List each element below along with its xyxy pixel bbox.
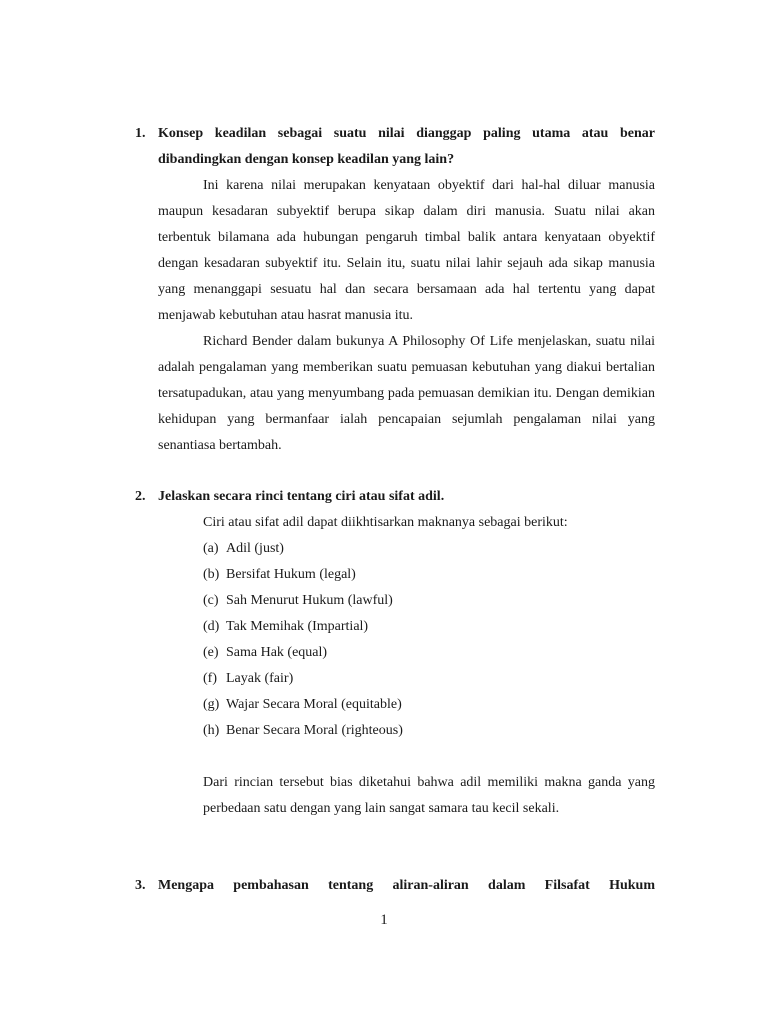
- question-1-number: 1.: [135, 126, 146, 141]
- list-item-label: (g): [203, 697, 220, 712]
- question-1-paragraph-2: Richard Bender dalam bukunya A Philosophy Of Life menjelaskan, suatu nilai adalah pengalaman yang memberikan suatu pemuasan kebutuhan yang diakui bertalian tersatupadukan, atau yang menyumbang pada pemuasan demikian itu. Dengan demikian kehidupan yang bermanfaar ialah pencapaian sejumlah pengalaman nilai yang senantiasa bertambah.: [158, 334, 655, 453]
- list-item: [203, 562, 655, 588]
- list-item: [203, 692, 655, 718]
- list-item-label: (c): [203, 593, 219, 608]
- list-item: [203, 614, 655, 640]
- question-1-paragraph-1: Ini karena nilai merupakan kenyataan obyektif dari hal-hal diluar manusia maupun kesadaran subyektif berupa sikap dalam diri manusia. Suatu nilai akan terbentuk bilamana ada hubungan pengaruh timbal balik antara kenyataan obyektif dengan kesadaran subyektif itu. Selain itu, suatu nilai lahir sejauh ada sikap manusia yang menanggapi sesuatu hal dan secara bersamaan ada hal tertentu yang dapat menjawab kebutuhan atau hasrat manusia itu.: [158, 178, 655, 323]
- list-item-text: Benar Secara Moral (righteous): [226, 723, 403, 738]
- question-2-closing: Dari rincian tersebut bias diketahui bahwa adil memiliki makna ganda yang perbedaan satu dengan yang lain sangat samara tau kecil sekali.: [203, 775, 655, 816]
- list-item: [203, 666, 655, 692]
- list-item-label: (e): [203, 645, 219, 660]
- question-1: [135, 121, 655, 459]
- list-item-text: Sama Hak (equal): [226, 645, 328, 660]
- list-item-text: Bersifat Hukum (legal): [226, 567, 356, 582]
- list-item: [203, 536, 655, 562]
- question-2-intro: Ciri atau sifat adil dapat diikhtisarkan maknanya sebagai berikut:: [203, 515, 568, 530]
- list-item-label: (b): [203, 567, 220, 582]
- page-number: 1: [380, 912, 388, 928]
- list-item-text: Adil (just): [226, 541, 284, 556]
- list-item-label: (f): [203, 671, 217, 686]
- list-item-text: Layak (fair): [226, 671, 294, 686]
- list-item-label: (h): [203, 723, 220, 738]
- traits-list: [203, 536, 655, 744]
- question-2: [135, 484, 655, 822]
- question-3-heading: [135, 873, 655, 899]
- list-item: [203, 588, 655, 614]
- list-item-label: (d): [203, 619, 220, 634]
- question-2-heading: [135, 484, 655, 510]
- question-2-number: 2.: [135, 489, 146, 504]
- list-item-text: Tak Memihak (Impartial): [226, 619, 369, 634]
- list-item-text: Wajar Secara Moral (equitable): [226, 697, 402, 712]
- question-3-number: 3.: [135, 878, 146, 893]
- question-3-title: Mengapa pembahasan tentang aliran-aliran dalam Filsafat Hukum: [158, 878, 655, 893]
- question-1-heading: [135, 121, 655, 173]
- question-3: [135, 873, 655, 899]
- question-1-title-line2: dibandingkan dengan konsep keadilan yang lain?: [158, 152, 455, 167]
- list-item-label: (a): [203, 541, 219, 556]
- list-item: [203, 718, 655, 744]
- list-item: [203, 640, 655, 666]
- question-1-title-line1: Konsep keadilan sebagai suatu nilai dianggap paling utama atau benar: [158, 126, 655, 141]
- question-2-title: Jelaskan secara rinci tentang ciri atau sifat adil.: [158, 489, 445, 504]
- list-item-text: Sah Menurut Hukum (lawful): [226, 593, 393, 608]
